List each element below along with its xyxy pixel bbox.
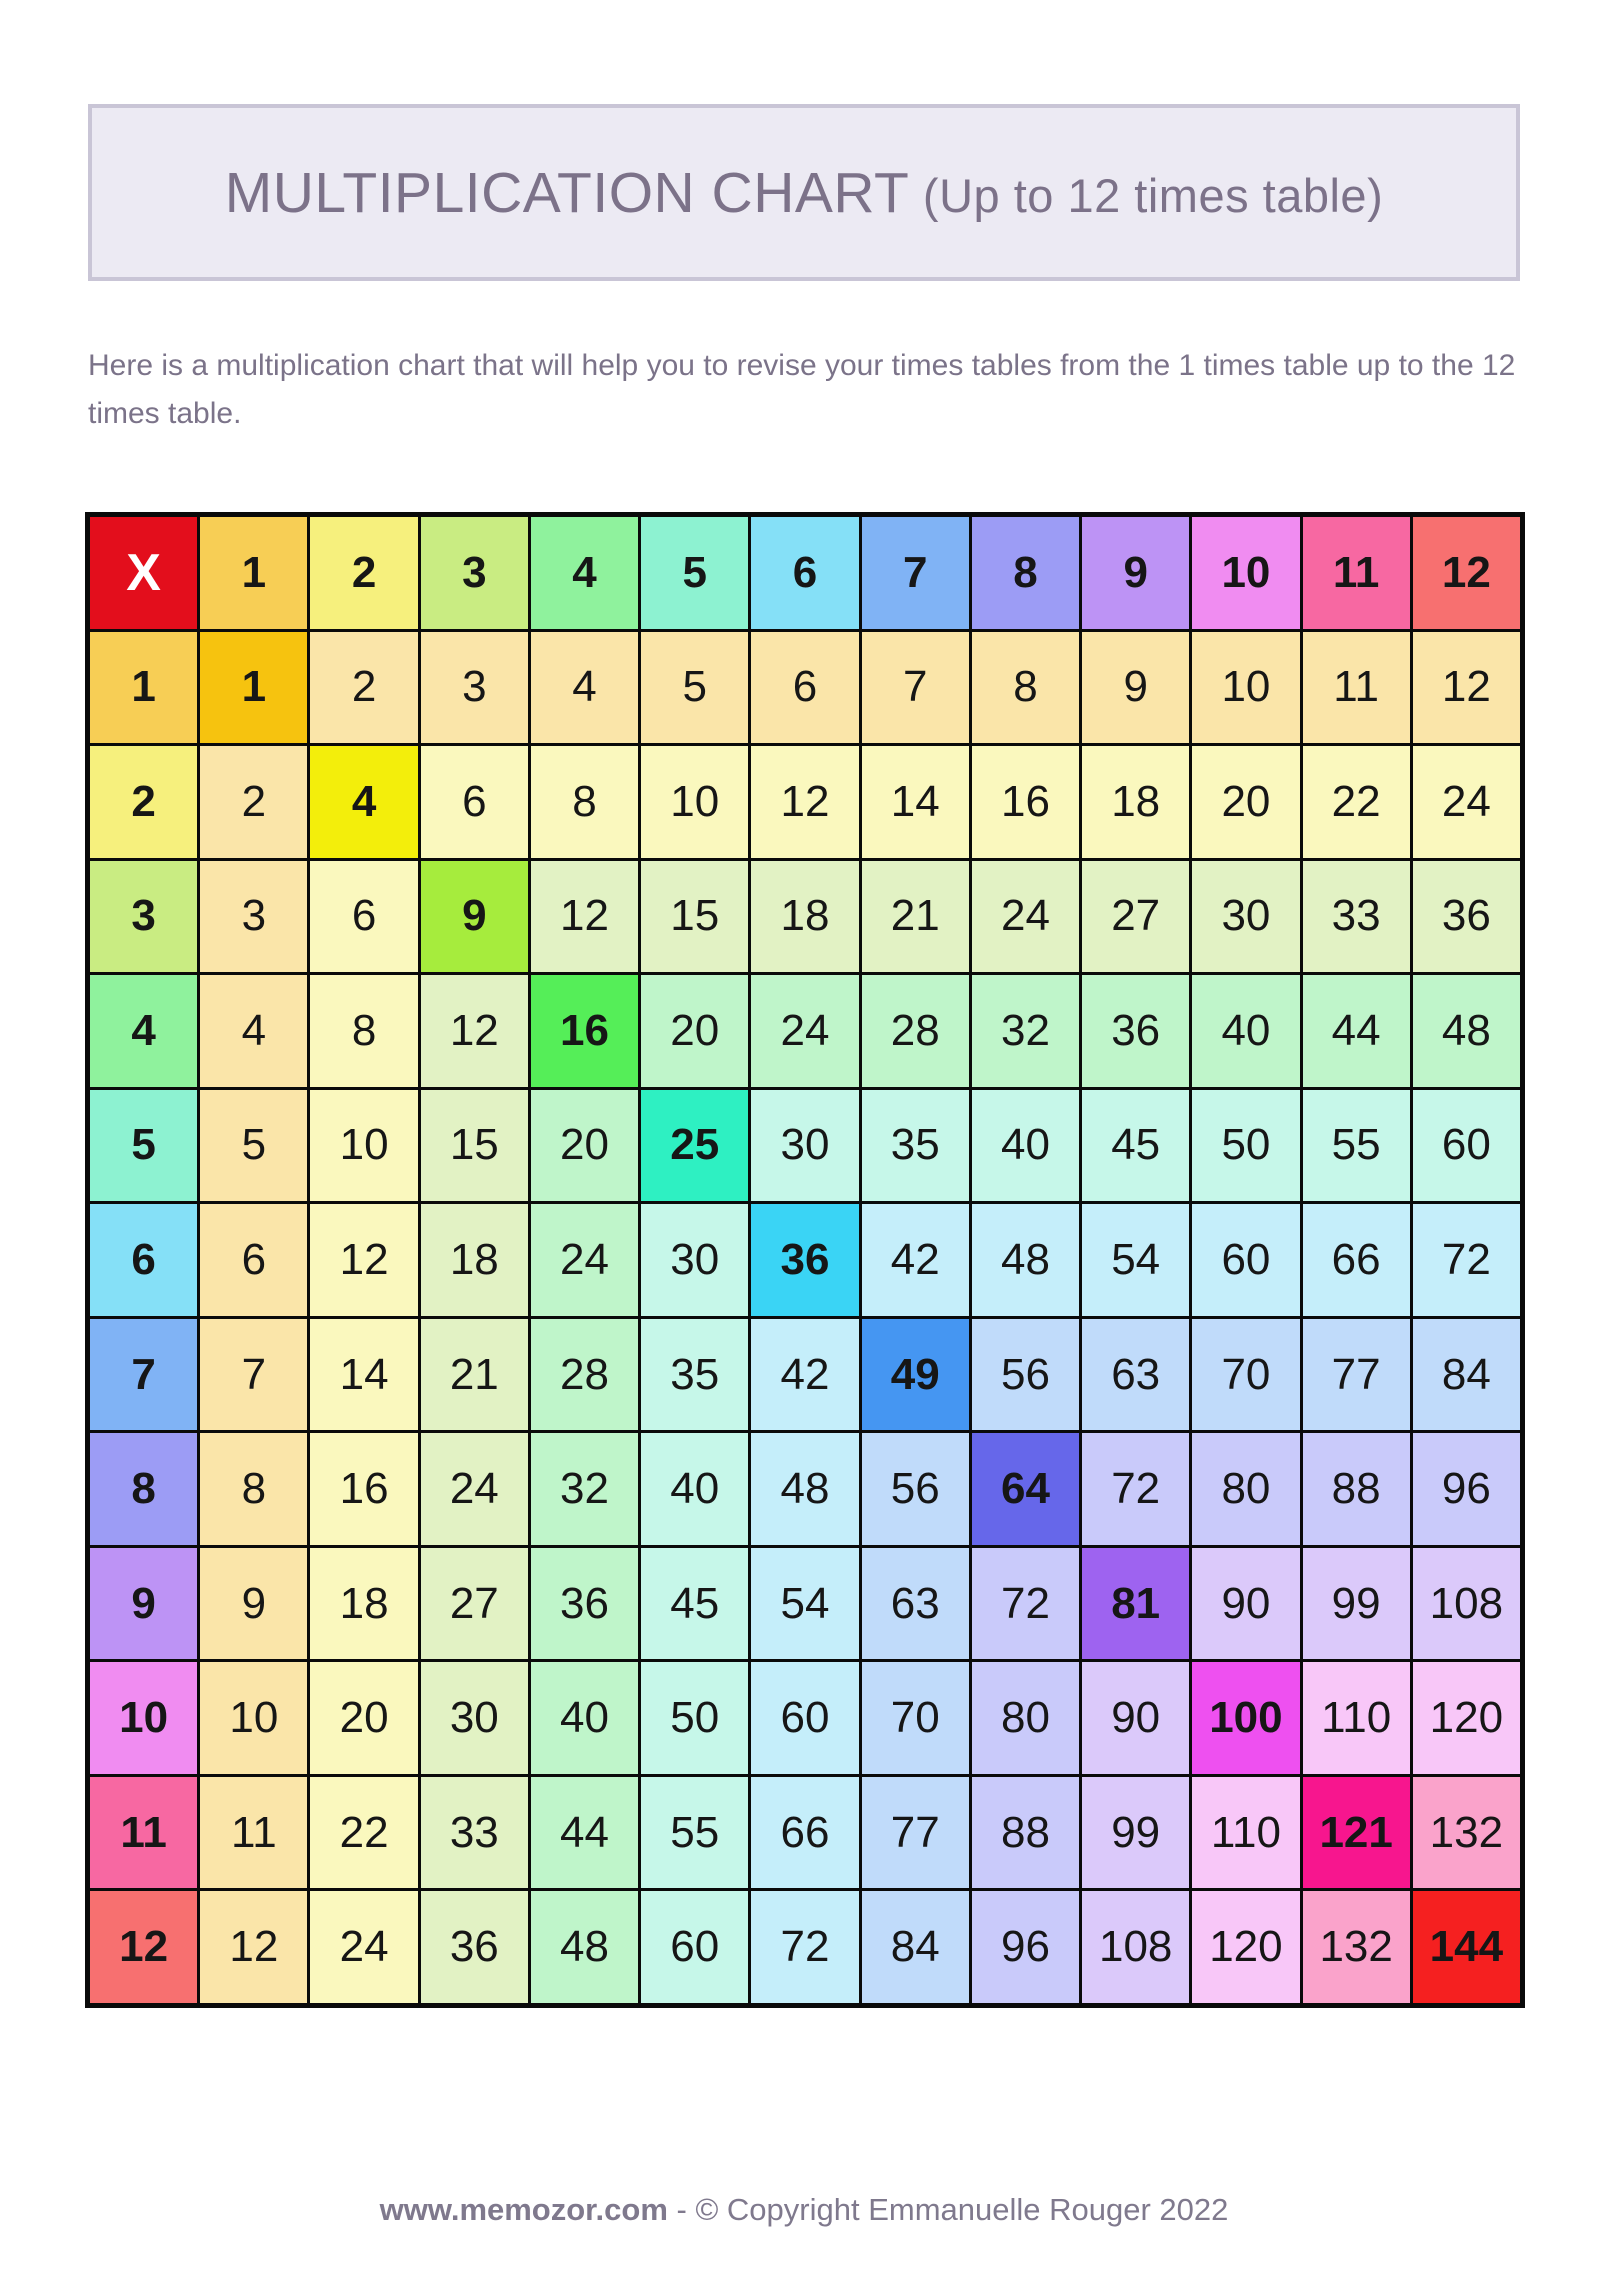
product-cell-9x7: 63	[862, 1548, 969, 1660]
product-cell-1x2: 2	[310, 632, 417, 744]
col-header-3: 3	[421, 517, 528, 629]
product-cell-7x9: 63	[1082, 1319, 1189, 1431]
product-cell-4x3: 12	[421, 975, 528, 1087]
product-cell-3x11: 33	[1303, 861, 1410, 973]
product-cell-9x11: 99	[1303, 1548, 1410, 1660]
product-cell-8x8: 64	[972, 1433, 1079, 1545]
product-cell-6x1: 6	[200, 1204, 307, 1316]
product-cell-5x6: 30	[751, 1090, 858, 1202]
product-cell-1x9: 9	[1082, 632, 1189, 744]
product-cell-7x5: 35	[641, 1319, 748, 1431]
footer-copyright: © Copyright Emmanuelle Rouger 2022	[695, 2192, 1229, 2227]
product-cell-4x9: 36	[1082, 975, 1189, 1087]
col-header-5: 5	[641, 517, 748, 629]
corner-cell: X	[90, 517, 197, 629]
product-cell-11x4: 44	[531, 1777, 638, 1889]
product-cell-5x11: 55	[1303, 1090, 1410, 1202]
product-cell-7x4: 28	[531, 1319, 638, 1431]
col-header-2: 2	[310, 517, 417, 629]
row-header-7: 7	[90, 1319, 197, 1431]
product-cell-10x8: 80	[972, 1662, 1079, 1774]
product-cell-12x11: 132	[1303, 1891, 1410, 2003]
product-cell-11x5: 55	[641, 1777, 748, 1889]
col-header-10: 10	[1192, 517, 1299, 629]
intro-text: Here is a multiplication chart that will help you to revise your times tables from the 1 times table up to the 12 times table.	[88, 349, 1516, 430]
product-cell-7x6: 42	[751, 1319, 858, 1431]
product-cell-4x5: 20	[641, 975, 748, 1087]
product-cell-7x12: 84	[1413, 1319, 1520, 1431]
product-cell-7x10: 70	[1192, 1319, 1299, 1431]
product-cell-9x10: 90	[1192, 1548, 1299, 1660]
product-cell-5x5: 25	[641, 1090, 748, 1202]
product-cell-4x4: 16	[531, 975, 638, 1087]
product-cell-4x7: 28	[862, 975, 969, 1087]
product-cell-10x6: 60	[751, 1662, 858, 1774]
product-cell-6x9: 54	[1082, 1204, 1189, 1316]
product-cell-7x1: 7	[200, 1319, 307, 1431]
product-cell-6x10: 60	[1192, 1204, 1299, 1316]
footer-separator: -	[667, 2192, 696, 2227]
multiplication-table	[85, 512, 1525, 2008]
product-cell-3x4: 12	[531, 861, 638, 973]
product-cell-7x8: 56	[972, 1319, 1079, 1431]
product-cell-1x6: 6	[751, 632, 858, 744]
product-cell-12x9: 108	[1082, 1891, 1189, 2003]
product-cell-5x3: 15	[421, 1090, 528, 1202]
page-title	[225, 160, 1383, 226]
product-cell-6x8: 48	[972, 1204, 1079, 1316]
product-cell-4x11: 44	[1303, 975, 1410, 1087]
product-cell-3x3: 9	[421, 861, 528, 973]
product-cell-8x3: 24	[421, 1433, 528, 1545]
product-cell-9x5: 45	[641, 1548, 748, 1660]
product-cell-9x9: 81	[1082, 1548, 1189, 1660]
page-title-main: MULTIPLICATION CHART	[224, 160, 910, 225]
product-cell-12x12: 144	[1413, 1891, 1520, 2003]
product-cell-1x7: 7	[862, 632, 969, 744]
row-header-5: 5	[90, 1090, 197, 1202]
product-cell-11x8: 88	[972, 1777, 1079, 1889]
product-cell-10x1: 10	[200, 1662, 307, 1774]
product-cell-11x10: 110	[1192, 1777, 1299, 1889]
product-cell-4x6: 24	[751, 975, 858, 1087]
product-cell-12x8: 96	[972, 1891, 1079, 2003]
product-cell-4x2: 8	[310, 975, 417, 1087]
product-cell-2x3: 6	[421, 746, 528, 858]
product-cell-10x9: 90	[1082, 1662, 1189, 1774]
product-cell-2x2: 4	[310, 746, 417, 858]
product-cell-11x9: 99	[1082, 1777, 1189, 1889]
product-cell-6x12: 72	[1413, 1204, 1520, 1316]
product-cell-7x11: 77	[1303, 1319, 1410, 1431]
product-cell-12x1: 12	[200, 1891, 307, 2003]
product-cell-8x2: 16	[310, 1433, 417, 1545]
row-header-6: 6	[90, 1204, 197, 1316]
product-cell-5x2: 10	[310, 1090, 417, 1202]
product-cell-10x3: 30	[421, 1662, 528, 1774]
product-cell-10x7: 70	[862, 1662, 969, 1774]
product-cell-11x1: 11	[200, 1777, 307, 1889]
product-cell-10x11: 110	[1303, 1662, 1410, 1774]
product-cell-8x4: 32	[531, 1433, 638, 1545]
product-cell-6x5: 30	[641, 1204, 748, 1316]
product-cell-2x9: 18	[1082, 746, 1189, 858]
row-header-11: 11	[90, 1777, 197, 1889]
product-cell-12x3: 36	[421, 1891, 528, 2003]
product-cell-9x1: 9	[200, 1548, 307, 1660]
title-banner	[88, 104, 1520, 281]
product-cell-5x10: 50	[1192, 1090, 1299, 1202]
product-cell-4x12: 48	[1413, 975, 1520, 1087]
product-cell-6x2: 12	[310, 1204, 417, 1316]
product-cell-2x7: 14	[862, 746, 969, 858]
product-cell-11x3: 33	[421, 1777, 528, 1889]
product-cell-2x8: 16	[972, 746, 1079, 858]
product-cell-3x7: 21	[862, 861, 969, 973]
product-cell-2x10: 20	[1192, 746, 1299, 858]
product-cell-3x1: 3	[200, 861, 307, 973]
product-cell-5x8: 40	[972, 1090, 1079, 1202]
product-cell-1x5: 5	[641, 632, 748, 744]
product-cell-10x12: 120	[1413, 1662, 1520, 1774]
product-cell-4x8: 32	[972, 975, 1079, 1087]
col-header-4: 4	[531, 517, 638, 629]
product-cell-3x6: 18	[751, 861, 858, 973]
row-header-4: 4	[90, 975, 197, 1087]
product-cell-6x6: 36	[751, 1204, 858, 1316]
product-cell-2x5: 10	[641, 746, 748, 858]
product-cell-6x4: 24	[531, 1204, 638, 1316]
product-cell-9x4: 36	[531, 1548, 638, 1660]
product-cell-1x1: 1	[200, 632, 307, 744]
product-cell-3x9: 27	[1082, 861, 1189, 973]
product-cell-12x6: 72	[751, 1891, 858, 2003]
product-cell-2x4: 8	[531, 746, 638, 858]
footer	[0, 2192, 1608, 2228]
product-cell-8x9: 72	[1082, 1433, 1189, 1545]
page-title-suffix: (Up to 12 times table)	[909, 168, 1384, 222]
product-cell-3x12: 36	[1413, 861, 1520, 973]
product-cell-10x10: 100	[1192, 1662, 1299, 1774]
product-cell-6x7: 42	[862, 1204, 969, 1316]
product-cell-4x1: 4	[200, 975, 307, 1087]
row-header-12: 12	[90, 1891, 197, 2003]
col-header-6: 6	[751, 517, 858, 629]
product-cell-1x3: 3	[421, 632, 528, 744]
product-cell-2x1: 2	[200, 746, 307, 858]
row-header-9: 9	[90, 1548, 197, 1660]
product-cell-3x2: 6	[310, 861, 417, 973]
product-cell-5x7: 35	[862, 1090, 969, 1202]
product-cell-5x12: 60	[1413, 1090, 1520, 1202]
product-cell-10x4: 40	[531, 1662, 638, 1774]
product-cell-12x5: 60	[641, 1891, 748, 2003]
product-cell-1x11: 11	[1303, 632, 1410, 744]
product-cell-12x10: 120	[1192, 1891, 1299, 2003]
product-cell-8x7: 56	[862, 1433, 969, 1545]
product-cell-4x10: 40	[1192, 975, 1299, 1087]
product-cell-9x2: 18	[310, 1548, 417, 1660]
col-header-1: 1	[200, 517, 307, 629]
product-cell-5x4: 20	[531, 1090, 638, 1202]
product-cell-7x7: 49	[862, 1319, 969, 1431]
product-cell-8x5: 40	[641, 1433, 748, 1545]
col-header-8: 8	[972, 517, 1079, 629]
product-cell-1x4: 4	[531, 632, 638, 744]
product-cell-3x10: 30	[1192, 861, 1299, 973]
product-cell-12x7: 84	[862, 1891, 969, 2003]
product-cell-9x6: 54	[751, 1548, 858, 1660]
product-cell-5x9: 45	[1082, 1090, 1189, 1202]
product-cell-10x2: 20	[310, 1662, 417, 1774]
col-header-11: 11	[1303, 517, 1410, 629]
col-header-9: 9	[1082, 517, 1189, 629]
product-cell-1x8: 8	[972, 632, 1079, 744]
product-cell-8x1: 8	[200, 1433, 307, 1545]
product-cell-9x3: 27	[421, 1548, 528, 1660]
product-cell-9x8: 72	[972, 1548, 1079, 1660]
product-cell-11x11: 121	[1303, 1777, 1410, 1889]
product-cell-9x12: 108	[1413, 1548, 1520, 1660]
product-cell-8x6: 48	[751, 1433, 858, 1545]
product-cell-3x8: 24	[972, 861, 1079, 973]
product-cell-3x5: 15	[641, 861, 748, 973]
product-cell-7x3: 21	[421, 1319, 528, 1431]
product-cell-2x12: 24	[1413, 746, 1520, 858]
product-cell-11x7: 77	[862, 1777, 969, 1889]
product-cell-2x11: 22	[1303, 746, 1410, 858]
col-header-7: 7	[862, 517, 969, 629]
product-cell-11x6: 66	[751, 1777, 858, 1889]
product-cell-12x4: 48	[531, 1891, 638, 2003]
product-cell-6x3: 18	[421, 1204, 528, 1316]
row-header-10: 10	[90, 1662, 197, 1774]
product-cell-11x2: 22	[310, 1777, 417, 1889]
product-cell-12x2: 24	[310, 1891, 417, 2003]
product-cell-6x11: 66	[1303, 1204, 1410, 1316]
product-cell-11x12: 132	[1413, 1777, 1520, 1889]
product-cell-8x10: 80	[1192, 1433, 1299, 1545]
product-cell-1x10: 10	[1192, 632, 1299, 744]
product-cell-7x2: 14	[310, 1319, 417, 1431]
product-cell-5x1: 5	[200, 1090, 307, 1202]
row-header-8: 8	[90, 1433, 197, 1545]
footer-site: www.memozor.com	[379, 2192, 668, 2227]
row-header-2: 2	[90, 746, 197, 858]
col-header-12: 12	[1413, 517, 1520, 629]
product-cell-8x12: 96	[1413, 1433, 1520, 1545]
product-cell-10x5: 50	[641, 1662, 748, 1774]
product-cell-2x6: 12	[751, 746, 858, 858]
row-header-1: 1	[90, 632, 197, 744]
row-header-3: 3	[90, 861, 197, 973]
product-cell-8x11: 88	[1303, 1433, 1410, 1545]
product-cell-1x12: 12	[1413, 632, 1520, 744]
